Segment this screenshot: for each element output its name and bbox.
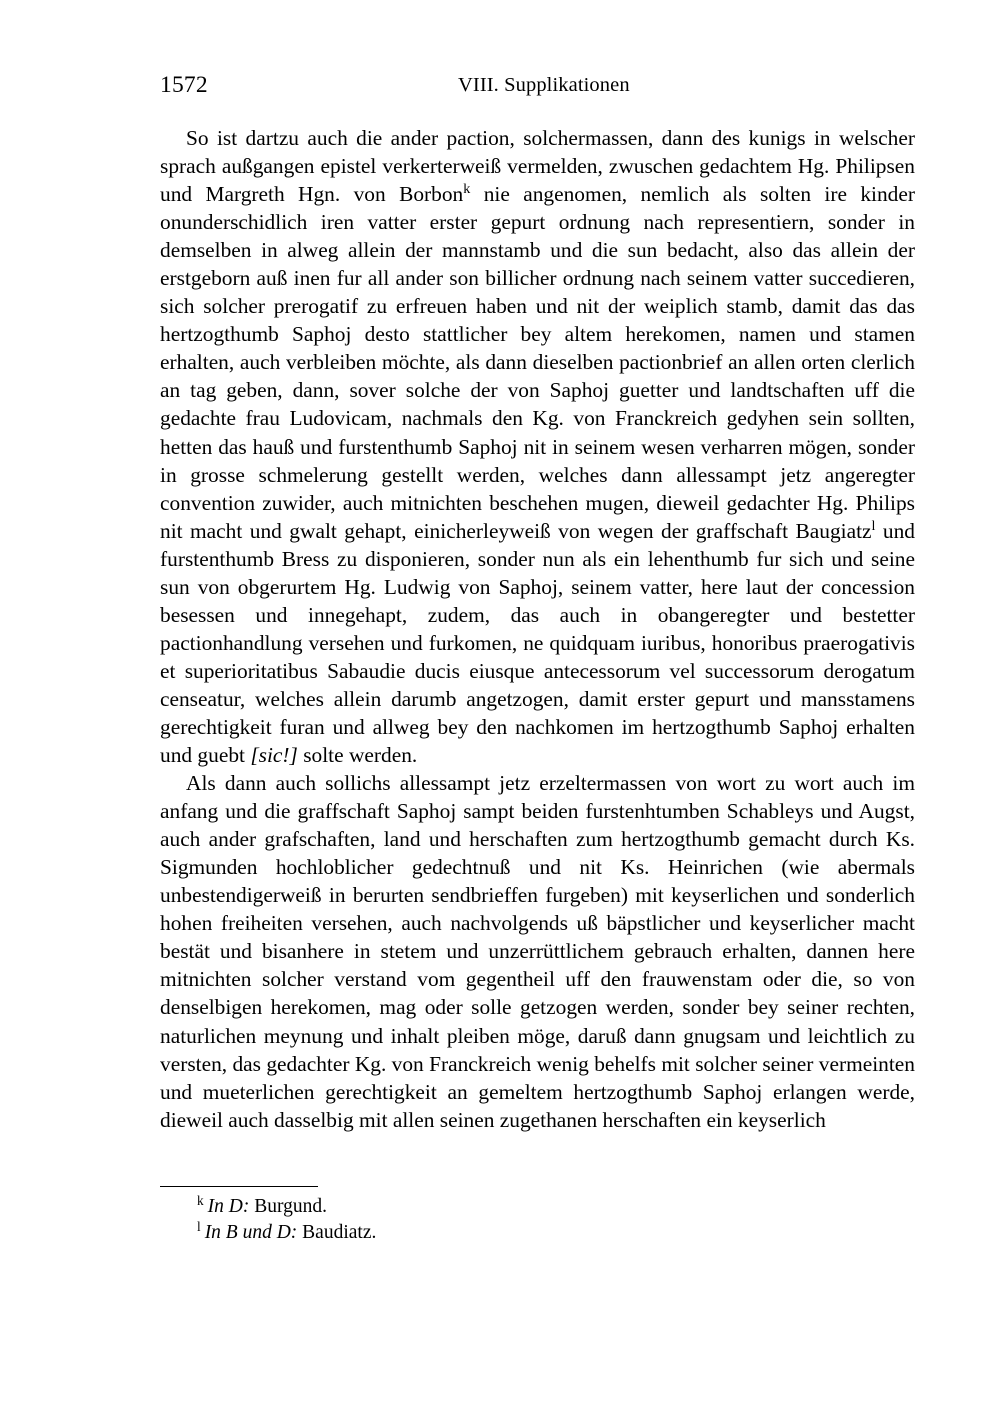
paragraph-1-lead: So ist dartzu auch die ander paction, solchermassen, dann des kunigs in welscher sprach außgangen epistel verkerterweiß vermelden, zwuschen gedachtem Hg. Philipsen und Margreth Hgn. von Borbon (160, 126, 915, 207)
footnote-area (160, 1186, 915, 1246)
paragraph-1-mid: nie angenomen, nemlich als solten ire kinder onunderschidlich iren vatter erster gepurt ordnung nach representiern, sonder in demselben in alweg allein der mannstamb und die sun bedacht, also das allein der erstgeborn auß inen fur all ander son billicher ordnung nach seinem vatter succedieren, sich solcher prerogatif zu erfreuen haben und nit der weiplich stamb, damit das das hertzogthumb Saphoj desto stattlicher bey altem herekomen, namen und stamen erhalten, auch verbleiben möchte, als dann dieselben pactionbrief an allen orten clerlich an tag geben, dann, sover solche der von Saphoj guetter und landtschaften uff die gedachte frau Ludovicam, nachmals den Kg. von Franckreich gedyhen sein sollten, hetten das hauß und furstenthumb Saphoj nit in seinem wesen verharren mögen, sonder in grosse schmelerung gestellt werden, welches dann allessampt jetz angeregter convention zuwider, auch mitnichten beschehen mugen, dieweil gedachter Hg. Philips nit macht und gwalt gehapt, einicherleyweiß von wegen der graffschaft Baugiatz (160, 182, 915, 543)
footnote-l-text: Baudiatz. (297, 1222, 377, 1243)
paragraph-1-tail: und furstenthumb Bress zu disponieren, sonder nun als ein lehenthumb fur sich und seine sun von obgerurtem Hg. Ludwig von Saphoj, seinem vatter, here laut der concession besessen und innegehapt, zudem, das auch in obangeregter und bestetter pactionhandlung versehen und furkomen, ne quidquam iuribus, honoribus praerogativis et superioritatibus Sabaudie ducis eiusque antecessorum vel successorum derogatum censeatur, welches allein darumb angetzogen, damit erster gepurt und mansstamens gerechtigkeit furan und allweg bey den nachkomen im hertzogthumb Saphoj erhalten und guebt (160, 518, 915, 768)
footnote-l-source: In B und D: (204, 1222, 298, 1243)
body-text (160, 124, 915, 1134)
footnote-marker-l[interactable]: l (871, 517, 876, 534)
page-content (160, 72, 915, 1134)
paragraph-1 (160, 124, 915, 769)
footnote-k-text: Burgund. (249, 1196, 327, 1217)
running-title: VIII. Supplikationen (458, 74, 630, 96)
footnote-separator-rule (160, 1186, 318, 1187)
footnote-l-marker: l (197, 1218, 201, 1234)
paragraph-2: Als dann auch sollichs allessampt jetz erzeltermassen von wort zu wort auch im anfang und die graffschaft Saphoj sampt beiden furstenhtumben Schableys und Augst, auch ander grafschaften, land und herschaften zum hertzogthumb gemacht durch Ks. Sigmunden hochloblicher gedechtnuß und nit Ks. Heinrichen (wie abermals unbestendigerweiß in berurten sendbrieffen furgeben) mit keyserlichen und sonderlich hohen freiheiten versehen, auch nachvolgends uß bäpstlicher und keyserlicher macht bestät und bisanhere in stetem und unzerrüttlichem gebrauch erhalten, dannen here mitnichten solcher verstand vom gegentheil uff den frauwenstam oder die, so von denselbigen herekomen, mag oder solle getzogen werden, sonder bey seiner rechten, naturlichen meynung und inhalt pleiben möge, daruß dann gnugsam und leichtlich zu versten, das gedachter Kg. von Franckreich wenig behelfs mit solcher seiner vermeinten und mueterlichen gerechtigkeit an gemeltem hertzogthumb Saphoj erlangen werde, dieweil auch dasselbig mit allen seinen zugethanen herschaften ein keyserlich (160, 771, 915, 1132)
footnote-k-source: In D: (207, 1196, 250, 1217)
page-number: 1572 (160, 72, 208, 98)
footnote-l (160, 1220, 915, 1246)
footnote-marker-k[interactable]: k (463, 180, 471, 197)
footnote-k (160, 1194, 915, 1220)
sic-annotation: [sic!] (250, 743, 298, 768)
footnote-k-marker: k (197, 1192, 204, 1208)
paragraph-1-end: solte werden. (297, 743, 418, 768)
running-head (160, 72, 915, 112)
